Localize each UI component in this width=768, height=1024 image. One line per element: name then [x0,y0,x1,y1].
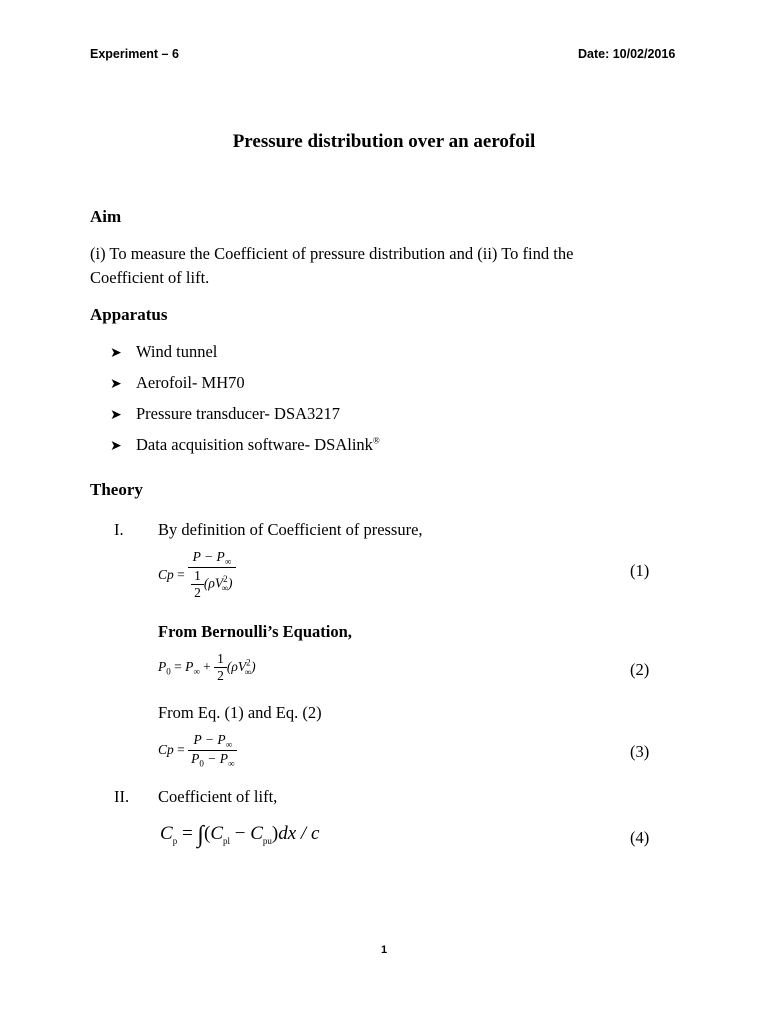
list-item: ➤ Data acquisition software- DSAlink® [110,435,380,454]
equation-number-4: (4) [630,828,650,847]
apparatus-heading: Apparatus [90,305,168,324]
list-item: ➤ Pressure transducer- DSA3217 [110,404,341,423]
aim-text-line-1: (i) To measure the Coefficient of pressure distribution and (ii) To find the [90,244,574,263]
page-number: 1 [380,944,388,956]
arrow-bullet-icon: ➤ [110,408,122,423]
experiment-label: Experiment – 6 [90,47,179,61]
equation-1: Cp = $P - P_\infty$ $\frac{1}{2}$ $(\rho V^2_\infty)$ [158,549,236,601]
arrow-bullet-icon: ➤ [110,439,122,454]
list-item: ➤ Wind tunnel [110,342,218,361]
arrow-bullet-icon: ➤ [110,377,122,392]
bernoulli-heading: From Bernoulli’s Equation, [158,622,352,641]
section-numeral-1: I. [114,520,124,539]
from-equations-text: From Eq. (1) and Eq. (2) [158,703,322,722]
section-text-1: By definition of Coefficient of pressure, [158,520,423,539]
page-title: Pressure distribution over an aerofoil [232,131,536,152]
registered-mark: ® [372,435,380,446]
equation-4: $C_p = \int(C_{pl} - C_{pu})dx / c$ [160,822,320,848]
equation-number-3: (3) [630,742,650,761]
date-label: Date: 10/02/2016 [578,47,676,61]
equation-number-2: (2) [630,660,650,679]
theory-heading: Theory [90,480,143,499]
aim-heading: Aim [90,207,122,226]
equation-3: Cp = $\frac{P - P_\infty}{P_0 - P_\infty}$ [158,732,237,768]
equation-number-1: (1) [630,561,650,580]
arrow-bullet-icon: ➤ [110,346,122,361]
section-text-2: Coefficient of lift, [158,787,278,806]
section-numeral-2: II. [114,787,130,806]
list-item: ➤ Aerofoil- MH70 [110,373,245,392]
aim-text-line-2: Coefficient of lift. [90,268,210,287]
equation-2: $P_0 = P_\infty$ + $\frac{1}{2}$ $(\rho V^2_\infty)$ [158,651,256,683]
